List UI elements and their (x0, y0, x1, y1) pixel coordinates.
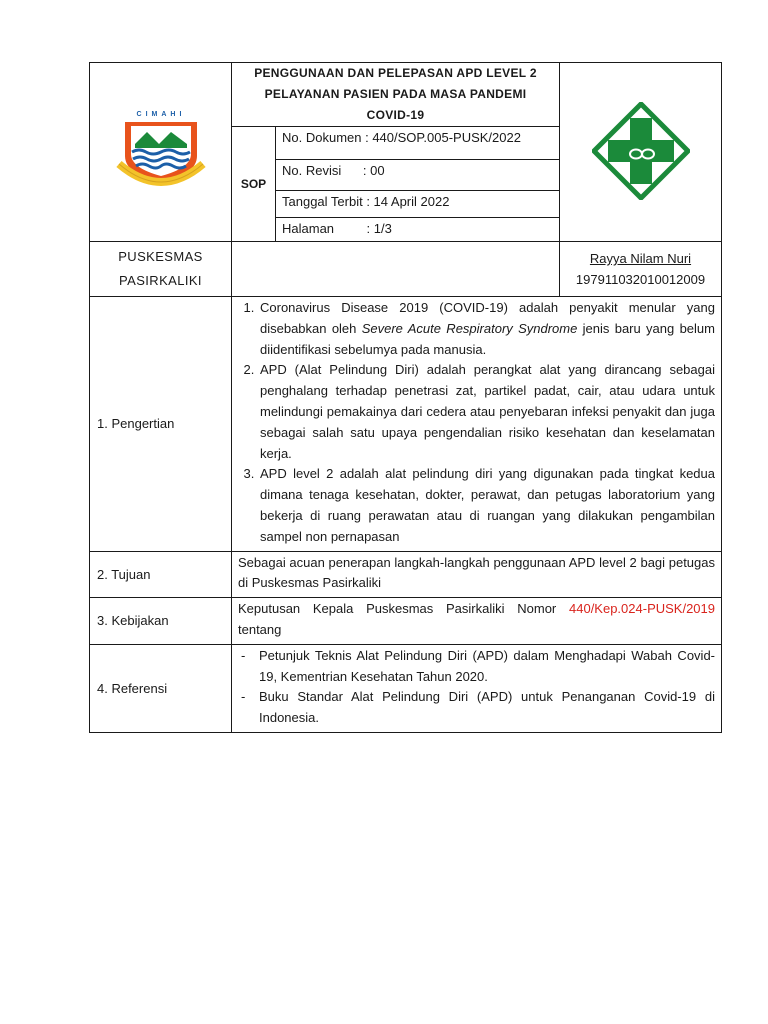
section-label-kebijakan: 3. Kebijakan (90, 598, 232, 645)
meta-dokumen: No. Dokumen : 440/SOP.005-PUSK/2022 (276, 127, 560, 160)
referensi-item-1: - Petunjuk Teknis Alat Pelindung Diri (APD) dalam Menghadapi Wabah Covid-19, Kementrian Kesehatan Tahun 2020. (238, 646, 715, 688)
org-row (90, 242, 722, 297)
pengertian-list (238, 298, 715, 548)
section-label-tujuan: 2. Tujuan (90, 551, 232, 598)
meta-halaman: Halaman : 1/3 (276, 218, 560, 242)
title-line-1: PENGGUNAAN DAN PELEPASAN APD LEVEL 2 (254, 66, 537, 80)
title-line-2: PELAYANAN PASIEN PADA MASA PANDEMI (264, 87, 527, 101)
cimahi-logo (111, 108, 211, 194)
referensi-list (238, 646, 715, 729)
org-line-2: PASIRKALIKI (119, 273, 202, 288)
puskesmas-logo (592, 102, 690, 200)
org-name (90, 242, 232, 297)
kebijakan-text-a: Keputusan Kepala Puskesmas Pasirkaliki Nomor (238, 601, 569, 617)
pengertian-item-3: 3. APD level 2 adalah alat pelindung diri yang digunakan pada tingkat kedua dimana tenaga kesehatan, dokter, perawat, dan petugas laboratorium yang bekerja di ruang perawatan atau di ruangan yang dilakukan pengambilan sampel non pernapasan (258, 464, 715, 547)
org-line-1: PUSKESMAS (118, 249, 203, 264)
pengertian-item-2: 2. APD (Alat Pelindung Diri) adalah perangkat alat yang dirancang sebagai penghalang terhadap penetrasi zat, partikel padat, cair, atau udara untuk melindungi pemakainya dari cedera atau penyebaran infeksi penyakit dan juga sebagai salah satu upaya pengendalian risiko kesehatan dan keselamatan kerja. (258, 360, 715, 464)
signatory (560, 242, 722, 297)
section-tujuan (90, 551, 722, 598)
signatory-nip: 197911032010012009 (575, 272, 706, 287)
puskesmas-logo-cell (560, 63, 722, 242)
tujuan-text: Sebagai acuan penerapan langkah-langkah penggunaan APD level 2 bagi petugas di Puskesmas Pasirkaliki (232, 551, 722, 598)
section-label-pengertian: 1. Pengertian (90, 297, 232, 552)
pengertian-item-1-italic: Severe Acute Respiratory Syndrome (361, 320, 578, 336)
logo-cimahi-text: CIMAHI (136, 110, 185, 118)
section-pengertian (90, 297, 722, 552)
referensi-content (232, 644, 722, 732)
pengertian-item-1-text-b: jenis baru yang belum diidentifikasi sebelumya pada manusia. (260, 320, 715, 357)
org-blank-cell (232, 242, 560, 297)
meta-revisi: No. Revisi : 00 (276, 160, 560, 191)
referensi-item-2: - Buku Standar Alat Pelindung Diri (APD) untuk Penanganan Covid-19 di Indonesia. (238, 687, 715, 729)
meta-tanggal: Tanggal Terbit : 14 April 2022 (276, 191, 560, 218)
pengertian-item-1 (258, 298, 715, 360)
kebijakan-text-b: tentang (238, 621, 282, 637)
sop-label: SOP (232, 127, 276, 242)
kebijakan-text (232, 598, 722, 645)
section-label-referensi: 4. Referensi (90, 644, 232, 732)
title-line-3: COVID-19 (366, 108, 425, 122)
signatory-name: Rayya Nilam Nuri (589, 251, 692, 266)
pengertian-content (232, 297, 722, 552)
cimahi-logo-cell (90, 63, 232, 242)
sop-table (89, 62, 722, 733)
document-title (232, 63, 560, 127)
section-referensi (90, 644, 722, 732)
section-kebijakan (90, 598, 722, 645)
pengertian-item-1-text-a: Coronavirus Disease 2019 (COVID-19) adalah penyakit menular yang disebabkan oleh (260, 300, 715, 336)
kebijakan-decree-number: 440/Kep.024-PUSK/2019 (569, 601, 715, 617)
header-title-row (90, 63, 722, 127)
